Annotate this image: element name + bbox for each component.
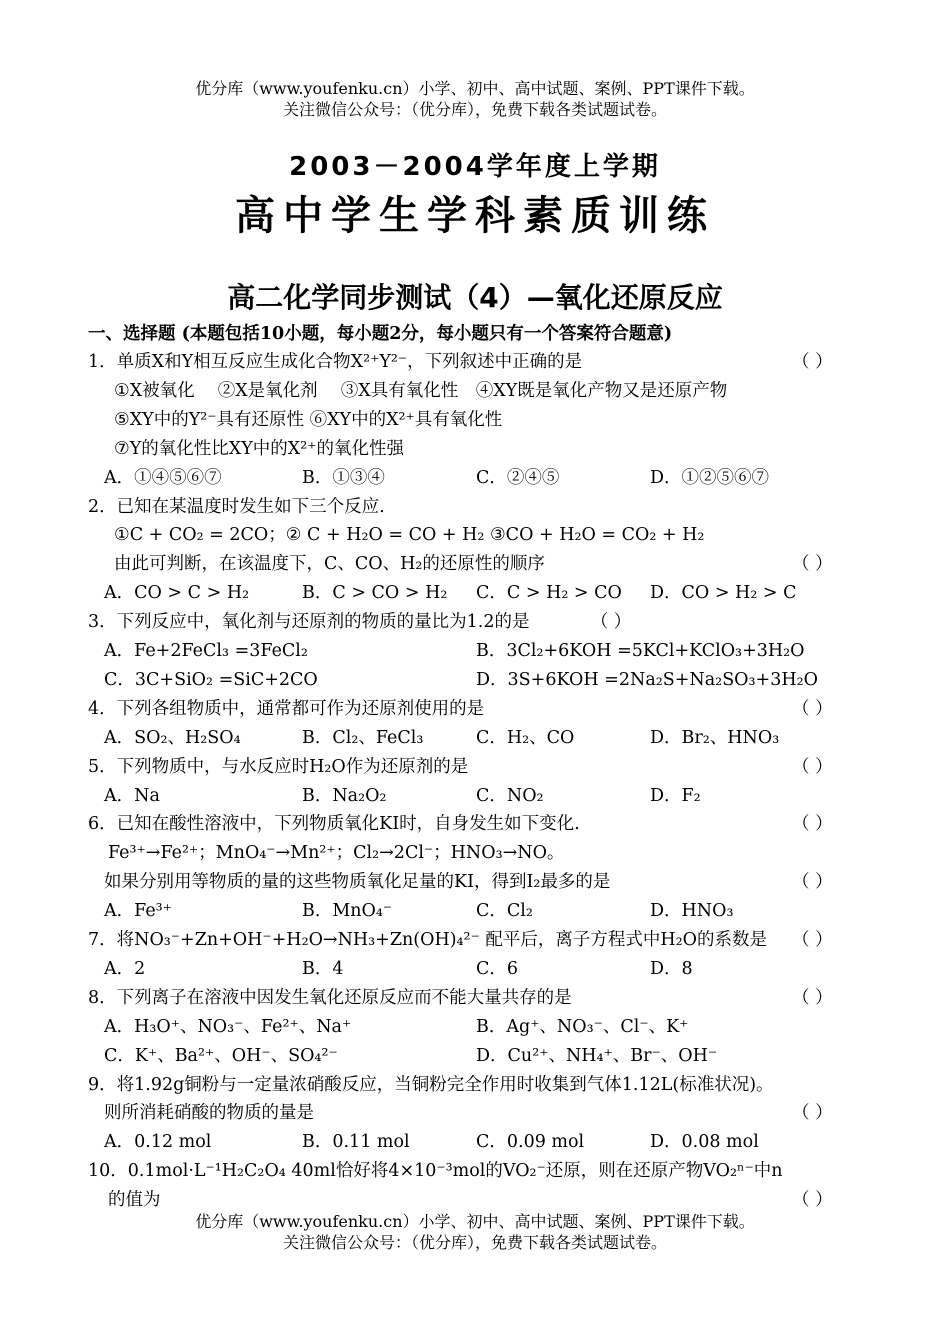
answer-option: C．3C+SiO₂ =SiC+2CO [104, 669, 318, 690]
answer-bracket: （ ） [792, 1103, 833, 1124]
question-line [0, 984, 950, 1012]
question-line [0, 1071, 950, 1099]
answer-bracket: （ ） [792, 756, 833, 777]
question-line [0, 810, 950, 838]
question-line [0, 1128, 950, 1156]
header-line-2: 关注微信公众号：（优分库），免费下载各类试题试卷。 [282, 100, 667, 119]
answer-option: B．C > CO > H₂ [302, 583, 448, 604]
answer-option: D．0.08 mol [650, 1132, 759, 1153]
question-line [0, 464, 950, 492]
answer-option: A．SO₂、H₂SO₄ [104, 727, 241, 748]
answer-option: C．②④⑤ [476, 467, 560, 488]
question-text: ⑤XY中的Y²⁻具有还原性 ⑥XY中的X²⁺具有氧化性 [114, 409, 503, 430]
question-text: 3．下列反应中，氧化剂与还原剂的物质的量比为1.2的是 （ ） [88, 612, 632, 633]
footer-line-2: 关注微信公众号：（优分库），免费下载各类试题试卷。 [282, 1233, 667, 1252]
question-text: Fe³⁺→Fe²⁺；MnO₄⁻→Mn²⁺；Cl₂→2Cl⁻；HNO₃→NO。 [108, 843, 565, 864]
answer-option: C．6 [476, 958, 519, 979]
section-heading: 一、选择题 (本题包括10小题，每小题2分，每小题只有一个答案符合题意) [88, 324, 673, 344]
question-line [0, 1042, 950, 1070]
school-year-title: 2003－2004学年度上学期 [289, 152, 661, 182]
answer-option: A．CO > C > H₂ [104, 583, 250, 604]
answer-bracket: （ ） [792, 1190, 833, 1211]
question-line [0, 550, 950, 578]
footer-line-1: 优分库（www.youfenku.cn）小学、初中、高中试题、案例、PPT课件下载。 [195, 1212, 755, 1231]
question-line [0, 666, 950, 694]
question-line [0, 1157, 950, 1185]
answer-option: A．Fe+2FeCl₃ =3FeCl₂ [104, 641, 308, 661]
answer-option: D．①②⑤⑥⑦ [650, 467, 770, 488]
answer-bracket: （ ） [792, 930, 833, 950]
answer-option: B．Cl₂、FeCl₃ [302, 727, 424, 748]
test-subtitle: 高二化学同步测试（4）—氧化还原反应 [227, 281, 723, 314]
question-text: 6．已知在酸性溶液中，下列物质氧化KI时，自身发生如下变化. [88, 814, 580, 835]
question-line [0, 695, 950, 723]
question-line [0, 724, 950, 752]
question-line [0, 782, 950, 810]
question-line [0, 1013, 950, 1041]
question-line [0, 753, 950, 781]
answer-option: D．F₂ [650, 785, 701, 806]
question-text: 则所消耗硝酸的物质的量是 [104, 1103, 314, 1124]
answer-option: C．H₂、CO [476, 727, 575, 748]
question-line [0, 926, 950, 954]
answer-option: C．NO₂ [476, 785, 544, 806]
question-line [0, 955, 950, 983]
answer-option: C．K⁺、Ba²⁺、OH⁻、SO₄²⁻ [104, 1045, 338, 1066]
question-text: ①X被氧化 ②X是氧化剂 ③X具有氧化性 ④XY既是氧化产物又是还原产物 [114, 380, 728, 401]
question-text: 5．下列物质中，与水反应时H₂O作为还原剂的是 [88, 756, 469, 777]
answer-option: A．0.12 mol [104, 1132, 212, 1153]
question-text: 9．将1.92g铜粉与一定量浓硝酸反应，当铜粉完全作用时收集到气体1.12L(标准状况)。 [88, 1074, 774, 1095]
question-text: ⑦Y的氧化性比XY中的X²⁺的氧化性强 [114, 438, 404, 459]
answer-option: B．Ag⁺、NO₃⁻、Cl⁻、K⁺ [476, 1016, 689, 1037]
question-text: 8．下列离子在溶液中因发生氧化还原反应而不能大量共存的是 [88, 987, 572, 1008]
answer-option: C．0.09 mol [476, 1132, 585, 1153]
answer-option: B．0.11 mol [302, 1132, 410, 1153]
question-line [0, 579, 950, 607]
question-text: 4．下列各组物质中，通常都可作为还原剂使用的是 [88, 698, 485, 719]
answer-option: B．4 [302, 958, 344, 979]
question-line [0, 493, 950, 521]
question-line [0, 377, 950, 405]
answer-option: B．①③④ [302, 467, 385, 488]
question-line [0, 839, 950, 867]
answer-option: C．Cl₂ [476, 901, 533, 922]
question-text: 10．0.1mol·L⁻¹H₂C₂O₄ 40ml恰好将4×10⁻³mol的VO₂⁻还原，则在还原产物VO₂ⁿ⁻中n [88, 1161, 783, 1182]
main-title: 高中学生学科素质训练 [235, 193, 715, 239]
answer-bracket: （ ） [792, 554, 833, 575]
question-line [0, 521, 950, 549]
answer-option: D．HNO₃ [650, 901, 734, 922]
answer-bracket: （ ） [792, 698, 833, 719]
question-line [0, 637, 950, 665]
question-line [0, 348, 950, 376]
answer-option: B．Na₂O₂ [302, 785, 387, 806]
question-text: 1．单质X和Y相互反应生成化合物X²⁺Y²⁻，下列叙述中正确的是 [88, 352, 583, 372]
answer-bracket: （ ） [792, 814, 833, 835]
answer-option: D．Br₂、HNO₃ [650, 727, 780, 748]
answer-option: A．①④⑤⑥⑦ [104, 467, 222, 488]
answer-option: B．MnO₄⁻ [302, 901, 393, 922]
question-line [0, 406, 950, 434]
answer-bracket: （ ） [792, 872, 833, 893]
question-text: 如果分别用等物质的量的这些物质氧化足量的KI，得到I₂最多的是 [104, 872, 611, 893]
question-line [0, 1099, 950, 1127]
question-line [0, 608, 950, 636]
answer-option: A．2 [104, 958, 146, 979]
question-text: 2．已知在某温度时发生如下三个反应. [88, 496, 385, 517]
answer-bracket: （ ） [792, 987, 833, 1008]
answer-option: D．3S+6KOH =2Na₂S+Na₂SO₃+3H₂O [476, 669, 818, 690]
answer-option: C．C > H₂ > CO [476, 583, 622, 604]
question-text: 由此可判断，在该温度下，C、CO、H₂的还原性的顺序 [114, 554, 545, 575]
answer-option: D．CO > H₂ > C [650, 583, 797, 604]
header-line-1: 优分库（www.youfenku.cn）小学、初中、高中试题、案例、PPT课件下载。 [195, 79, 755, 98]
answer-option: D．Cu²⁺、NH₄⁺、Br⁻、OH⁻ [476, 1045, 718, 1066]
answer-option: A．H₃O⁺、NO₃⁻、Fe²⁺、Na⁺ [104, 1016, 352, 1037]
question-text: 7．将NO₃⁻+Zn+OH⁻+H₂O→NH₃+Zn(OH)₄²⁻ 配平后，离子方程式中H₂O的系数是 [88, 930, 767, 950]
answer-option: B．3Cl₂+6KOH =5KCl+KClO₃+3H₂O [476, 641, 805, 661]
answer-option: D．8 [650, 958, 693, 979]
answer-bracket: （ ） [792, 352, 833, 372]
question-text: 的值为 [108, 1190, 161, 1211]
answer-option: A．Na [104, 785, 160, 806]
question-line [0, 868, 950, 896]
question-line [0, 435, 950, 463]
answer-option: A．Fe³⁺ [104, 901, 172, 922]
question-text: ①C + CO₂ = 2CO；② C + H₂O = CO + H₂ ③CO + H₂O = CO₂ + H₂ [114, 525, 705, 546]
question-line [0, 1186, 950, 1214]
question-line [0, 897, 950, 925]
